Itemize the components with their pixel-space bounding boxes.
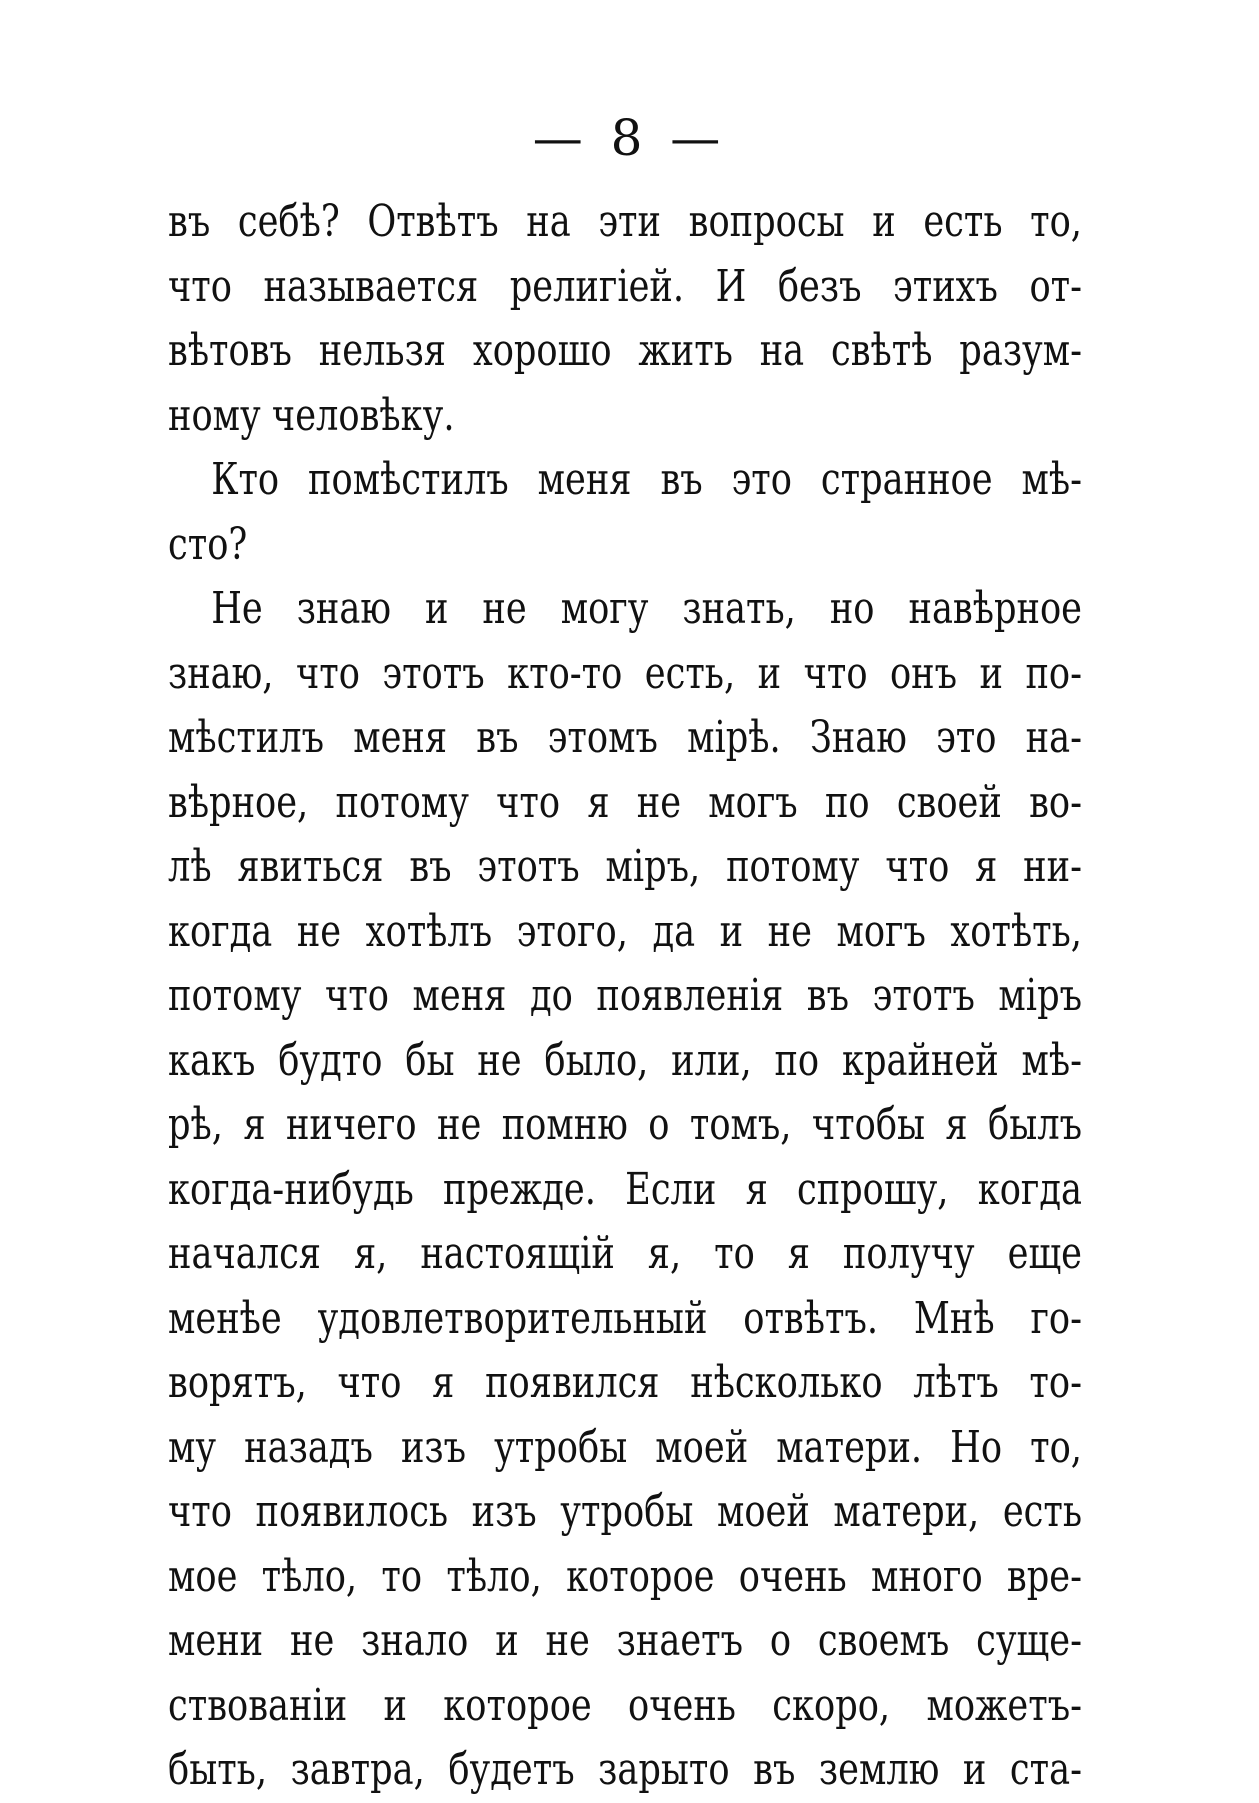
text-line: мое тѣло, то тѣло, которое очень много вре- bbox=[168, 1550, 1082, 1602]
text-line: когда-нибудь прежде. Если я спрошу, когда bbox=[168, 1163, 1082, 1215]
text-line: Не знаю и не могу знать, но навѣрное bbox=[211, 583, 1082, 634]
text-line: вѣтовъ нельзя хорошо жить на свѣтѣ разум- bbox=[168, 325, 1082, 376]
body-text bbox=[168, 190, 1082, 1803]
text-line: когда не хотѣлъ этого, да и не могъ хотѣть, bbox=[168, 905, 1082, 957]
text-line: что называется религіей. И безъ этихъ от- bbox=[168, 260, 1082, 312]
text-line: начался я, настоящій я, то я получу еще bbox=[168, 1228, 1082, 1279]
text-line: ному человѣку. bbox=[168, 389, 455, 441]
text-line: какъ будто бы не было, или, по крайней мѣ- bbox=[168, 1034, 1082, 1086]
text-line: ствованіи и которое очень скоро, можетъ- bbox=[168, 1679, 1082, 1731]
text-line: менѣе удовлетворительный отвѣтъ. Мнѣ го- bbox=[168, 1292, 1082, 1344]
text-line: вѣрное, потому что я не могъ по своей во- bbox=[168, 776, 1082, 828]
text-line: въ себѣ? Отвѣтъ на эти вопросы и есть то, bbox=[168, 196, 1082, 247]
text-line: му назадъ изъ утробы моей матери. Но то, bbox=[168, 1421, 1082, 1473]
text-line: сто? bbox=[168, 518, 248, 570]
text-line: знаю, что этотъ кто-то есть, и что онъ и по- bbox=[168, 647, 1082, 699]
text-line: мѣстилъ меня въ этомъ мірѣ. Знаю это на- bbox=[168, 712, 1082, 763]
text-line: ворятъ, что я появился нѣсколько лѣтъ то- bbox=[168, 1357, 1082, 1408]
page-number: — 8 — bbox=[532, 109, 727, 167]
text-line: что появилось изъ утробы моей матери, есть bbox=[168, 1486, 1082, 1537]
text-line: мени не знало и не знаетъ о своемъ суще- bbox=[168, 1615, 1082, 1666]
text-line: лѣ явиться въ этотъ міръ, потому что я ни- bbox=[168, 841, 1082, 892]
text-line: потому что меня до появленія въ этотъ міръ bbox=[168, 970, 1082, 1021]
text-line: быть, завтра, будетъ зарыто въ землю и ста- bbox=[168, 1744, 1082, 1795]
text-line: рѣ, я ничего не помню о томъ, чтобы я былъ bbox=[168, 1099, 1082, 1150]
text-line: Кто помѣстилъ меня въ это странное мѣ- bbox=[211, 454, 1082, 505]
